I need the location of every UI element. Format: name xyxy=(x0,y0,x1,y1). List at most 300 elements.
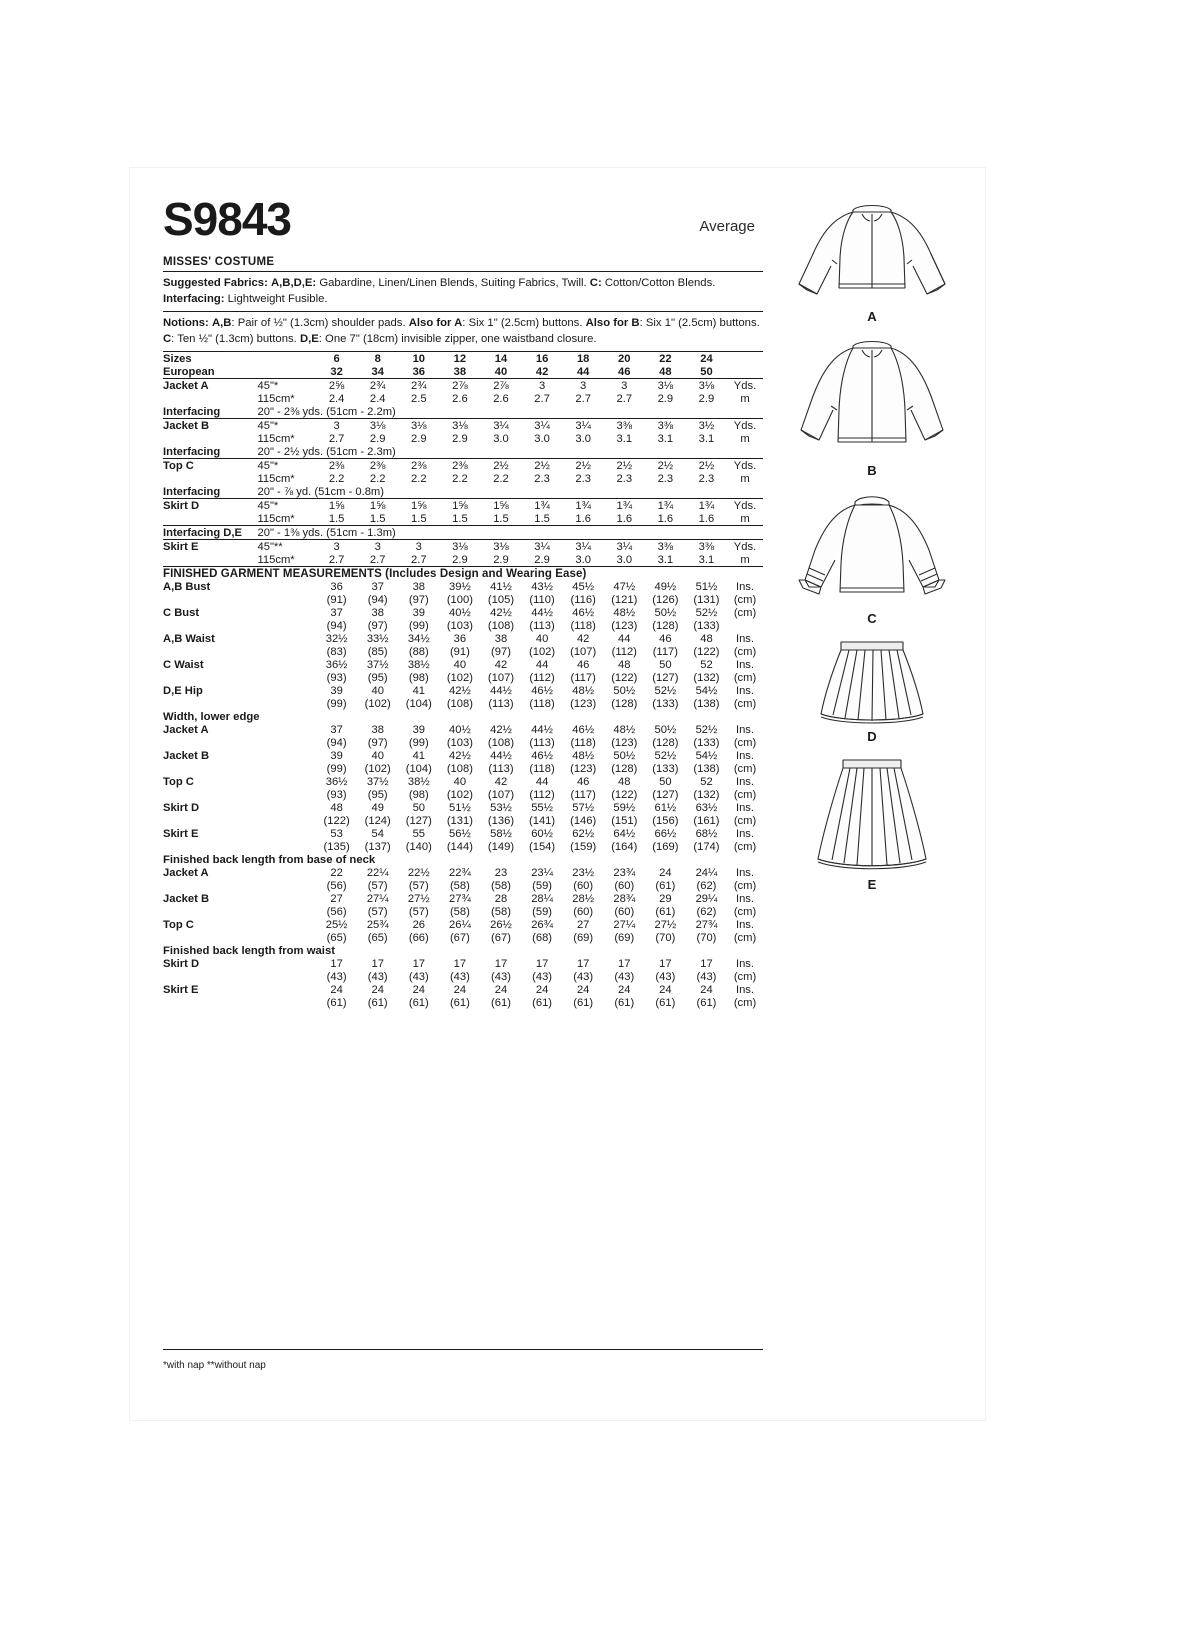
yardage-width-jacket-a-metric: 115cm* xyxy=(257,392,295,405)
yardage-width-jacket-b-imperial: 45"* xyxy=(258,419,317,433)
g3r1c7: (61) xyxy=(614,996,635,1009)
g1r4c2: (140) xyxy=(405,840,432,853)
g3r1c1: (61) xyxy=(367,996,388,1009)
g2r1c6: (60) xyxy=(573,905,594,918)
g0r1c1: (97) xyxy=(367,619,388,632)
illustration-e xyxy=(772,754,972,892)
g0r3i5: 44 xyxy=(535,658,549,671)
g0r1i1: 38 xyxy=(371,606,384,619)
g0r3i9: 52 xyxy=(700,658,713,671)
yardage-row-skirt-e-imperial xyxy=(163,540,763,554)
g0r3i3: 40 xyxy=(453,658,467,671)
g0r2i6: 42 xyxy=(576,632,590,645)
g0r2i9: 48 xyxy=(700,632,713,645)
fgm-label-ab-bust-cm xyxy=(163,593,258,606)
g1r3c2: (127) xyxy=(405,814,432,827)
sd-m-4: 1.5 xyxy=(493,512,509,525)
g0r4c8: (133) xyxy=(652,697,679,710)
fgm-row-ab-bust-ins xyxy=(163,580,763,593)
g2r0i5: 23¼ xyxy=(531,866,553,879)
fgm-label-skirt-e-backlen: Skirt E xyxy=(163,983,199,996)
yardage-row-top-c-imperial xyxy=(163,459,763,473)
jb-unit-yds: Yds. xyxy=(727,419,763,433)
fgm-pad-0-3 xyxy=(258,658,317,671)
g0r0i3: 39½ xyxy=(449,580,471,593)
yardage-row-top-c-metric xyxy=(163,472,763,485)
size-eu-4: 40 xyxy=(494,365,508,378)
g3r1c8: (61) xyxy=(655,996,676,1009)
g0r1i8: 50½ xyxy=(654,606,677,619)
fgm-label-jacket-a-width: Jacket A xyxy=(163,723,209,736)
ja-m-1: 2.4 xyxy=(369,392,386,405)
g1r4i4: 58½ xyxy=(490,827,512,840)
fgm-pad-1-3c xyxy=(258,814,317,827)
tc-m-8: 2.3 xyxy=(657,472,674,485)
illustration-letter-a: A xyxy=(867,309,877,324)
g0r2c4: (97) xyxy=(491,645,511,658)
g2r0c0: (56) xyxy=(326,879,347,892)
g0r2i7: 44 xyxy=(618,632,631,645)
g0r4c9: (138) xyxy=(693,697,720,710)
g1r4i6: 62½ xyxy=(572,827,595,840)
g0r4c2: (104) xyxy=(405,697,432,710)
pattern-number: S9843 xyxy=(163,193,292,245)
se-i-5: 3¼ xyxy=(522,540,563,554)
g1r2i8: 50 xyxy=(659,775,672,788)
g1r1c6: (123) xyxy=(570,762,597,775)
g0r4i8: 52½ xyxy=(654,684,677,697)
fgm-label-jacket-b-width: Jacket B xyxy=(163,749,210,762)
g0r0c1: (94) xyxy=(367,593,388,606)
g2r0i6: 23½ xyxy=(572,866,595,879)
g2r2i5: 26¾ xyxy=(531,918,553,931)
g0r4c3: (108) xyxy=(446,697,473,710)
tc-i-2: 2⅜ xyxy=(398,459,439,473)
g1r4c4: (149) xyxy=(487,840,515,853)
g1r3c5: (141) xyxy=(529,814,556,827)
g0r2i0: 32½ xyxy=(325,632,348,645)
size-us-8: 22 xyxy=(645,352,686,366)
top-c-icon xyxy=(799,497,945,594)
fgm-label-jacket-a-backlen-cm xyxy=(163,879,258,892)
fgm-pad-1-3 xyxy=(258,801,317,814)
fgm-label-de-hip: D,E Hip xyxy=(163,684,203,697)
g3r0i2: 17 xyxy=(412,957,426,970)
se-i-4: 3⅛ xyxy=(480,540,521,554)
g1r0i7: 48½ xyxy=(613,723,636,736)
g1r2i4: 42 xyxy=(494,775,508,788)
g0r4c6: (123) xyxy=(570,697,597,710)
notions-c-text: : Ten ½" (1.3cm) buttons. xyxy=(171,333,300,346)
illustration-letter-c: C xyxy=(867,611,877,626)
g1r3i1: 49 xyxy=(371,801,384,814)
g3r0i9: 17 xyxy=(700,957,713,970)
ja-i-9: 3⅛ xyxy=(686,379,727,393)
g1r1i1: 40 xyxy=(371,749,384,762)
fgm-pad-0-4 xyxy=(258,684,317,697)
g0r0i0: 36 xyxy=(330,580,343,593)
g1r2c2: (98) xyxy=(408,788,429,801)
g0r0c2: (97) xyxy=(408,593,429,606)
fgm-group-heading-width-lower-edge xyxy=(163,710,763,723)
fgm-row-de-hip-cm xyxy=(163,697,763,710)
g0r0i1: 37 xyxy=(371,580,384,593)
g1r2c4: (107) xyxy=(487,788,515,801)
fgm-label-skirt-e-backlen-cm xyxy=(163,996,258,1009)
g0r3i6: 46 xyxy=(576,658,590,671)
fgm-pad-1-1c xyxy=(258,762,317,775)
g0r0-unit: Ins. xyxy=(735,580,755,593)
fgm-pad-2-1c xyxy=(258,905,317,918)
g1r0c8: (128) xyxy=(652,736,679,749)
g0r3c5: (112) xyxy=(529,671,555,684)
g1r2c1: (95) xyxy=(367,788,388,801)
g2r0i2: 22½ xyxy=(407,866,430,879)
g0r3-unit: Ins. xyxy=(735,658,755,671)
fgm-row-c-waist-cm xyxy=(163,671,763,684)
yardage-width-skirt-d-metric: 115cm* xyxy=(257,512,295,525)
g1r0c2: (99) xyxy=(408,736,429,749)
g1r2i0: 36½ xyxy=(325,775,348,788)
g1r0c4: (108) xyxy=(487,736,515,749)
sizes-unit xyxy=(727,352,763,366)
g2r0c6: (60) xyxy=(573,879,594,892)
european-blank xyxy=(258,365,317,379)
se-m-9: 3.1 xyxy=(698,553,715,566)
ja-m-4: 2.6 xyxy=(493,392,509,405)
g2r2i4: 26½ xyxy=(490,918,512,931)
jb-m-label xyxy=(163,432,258,445)
g3r0c9: (43) xyxy=(696,970,717,983)
interfacing-value-c: 20" - ⅞ yd. (51cm - 0.8m) xyxy=(257,485,384,498)
fgm-row-skirt-d-width-cm xyxy=(163,814,763,827)
fgm-pad-1-4 xyxy=(258,827,317,840)
g1r4-unit-cm: (cm) xyxy=(733,840,757,853)
g1r3i3: 51½ xyxy=(449,801,471,814)
ja-i-2: 2¾ xyxy=(398,379,439,393)
sd-i-8: 1¾ xyxy=(645,499,686,513)
ja-i-8: 3⅛ xyxy=(645,379,686,393)
g0r2c7: (112) xyxy=(611,645,637,658)
g2r1i7: 28¾ xyxy=(613,892,636,905)
g3r1i9: 24 xyxy=(700,983,713,996)
tc-m-3: 2.2 xyxy=(452,472,468,485)
g0r4c1: (102) xyxy=(364,697,391,710)
tc-i-3: 2⅜ xyxy=(439,459,480,473)
se-m-5: 2.9 xyxy=(534,553,550,566)
g0r3i1: 37½ xyxy=(366,658,389,671)
g2r1i2: 27½ xyxy=(407,892,430,905)
g2r1-unit: Ins. xyxy=(735,892,755,905)
g0r1-unit-cm xyxy=(727,619,763,632)
g3r0c3: (43) xyxy=(449,970,470,983)
size-us-2: 10 xyxy=(398,352,439,366)
g1r3i7: 59½ xyxy=(613,801,636,814)
fgm-pad-0-0c xyxy=(258,593,317,606)
size-us-6: 18 xyxy=(563,352,604,366)
g1r1c9: (138) xyxy=(693,762,720,775)
g1r1-unit-cm: (cm) xyxy=(733,762,757,775)
g1r4c5: (154) xyxy=(529,840,556,853)
ja-i-3: 2⅞ xyxy=(439,379,480,393)
g1r0i3: 40½ xyxy=(449,723,471,736)
fgm-pad-1-0c xyxy=(258,736,317,749)
jb-m-7: 3.1 xyxy=(616,432,633,445)
finished-heading-row xyxy=(163,567,763,581)
g0r4i2: 41 xyxy=(412,684,426,697)
g1r2c7: (122) xyxy=(611,788,638,801)
ja-unit-m: m xyxy=(740,392,750,405)
g0r1c7: (123) xyxy=(611,619,638,632)
tc-i-0: 2⅜ xyxy=(316,459,357,473)
g3r0c5: (43) xyxy=(532,970,553,983)
european-unit xyxy=(727,365,763,379)
fgm-row-ab-waist-cm xyxy=(163,645,763,658)
sd-m-2: 1.5 xyxy=(411,512,427,525)
sd-m-0: 1.5 xyxy=(328,512,345,525)
header xyxy=(163,193,763,245)
fgm-group-heading-back-length-neck xyxy=(163,853,763,866)
footer-divider xyxy=(163,1349,763,1350)
suggested-fabrics-label: Suggested Fabrics: xyxy=(163,277,268,289)
finished-measurements-heading: FINISHED GARMENT MEASUREMENTS (Includes Design and Wearing Ease) xyxy=(163,567,763,581)
g3r1i3: 24 xyxy=(453,983,467,996)
fgm-label-top-c-width: Top C xyxy=(163,775,194,788)
sd-m-8: 1.6 xyxy=(657,512,674,525)
g2r2i3: 26¼ xyxy=(449,918,471,931)
jb-unit-m: m xyxy=(740,432,750,445)
fgm-label-top-c-width-cm xyxy=(163,788,258,801)
g1r1i7: 50½ xyxy=(613,749,636,762)
g1r4c1: (137) xyxy=(364,840,391,853)
g0r0c3: (100) xyxy=(446,593,473,606)
tc-i-6: 2½ xyxy=(563,459,604,473)
fgm-label-top-c-backlen-cm xyxy=(163,931,258,944)
g1r2c8: (127) xyxy=(652,788,679,801)
ja-m-2: 2.5 xyxy=(411,392,427,405)
g1r4i9: 68½ xyxy=(695,827,718,840)
fgm-row-c-bust-ins xyxy=(163,606,763,619)
size-us-3: 12 xyxy=(439,352,480,366)
g1r4c8: (169) xyxy=(652,840,679,853)
g2r0i4: 23 xyxy=(494,866,508,879)
sizes-row xyxy=(163,352,763,366)
g2r2c1: (65) xyxy=(367,931,388,944)
yardage-table-body xyxy=(163,352,763,1010)
g1r3i4: 53½ xyxy=(490,801,512,814)
g1r4i1: 54 xyxy=(371,827,384,840)
ja-m-8: 2.9 xyxy=(657,392,674,405)
fgm-pad-3-0 xyxy=(258,957,317,970)
g1r3-unit: Ins. xyxy=(735,801,755,814)
tc-unit-m: m xyxy=(740,472,750,485)
g1r0i1: 38 xyxy=(371,723,384,736)
g0r2c2: (88) xyxy=(408,645,429,658)
fgm-pad-1-4c xyxy=(258,840,317,853)
g2r2i7: 27¼ xyxy=(613,918,636,931)
interfacing-label-a: Interfacing xyxy=(163,405,221,418)
g1r0i9: 52½ xyxy=(695,723,718,736)
g0r1c5: (113) xyxy=(529,619,555,632)
back-length-neck-heading: Finished back length from base of neck xyxy=(163,853,376,866)
g1r3c4: (136) xyxy=(487,814,515,827)
g0r1i4: 42½ xyxy=(490,606,512,619)
g1r0c6: (118) xyxy=(570,736,596,749)
interfacing-row-de xyxy=(163,526,763,540)
fgm-pad-3-0c xyxy=(258,970,317,983)
fgm-row-jacket-a-backlen-ins xyxy=(163,866,763,879)
sd-i-1: 1⅝ xyxy=(357,499,398,513)
g1r4i8: 66½ xyxy=(654,827,677,840)
se-m-0: 2.7 xyxy=(328,553,345,566)
size-us-5: 16 xyxy=(522,352,563,366)
g0r4i5: 46½ xyxy=(531,684,553,697)
g1r1c3: (108) xyxy=(446,762,473,775)
g2r2i0: 25½ xyxy=(325,918,348,931)
fgm-row-jacket-b-width-ins xyxy=(163,749,763,762)
ja-m-3: 2.6 xyxy=(452,392,468,405)
fgm-pad-1-0 xyxy=(258,723,317,736)
g1r4i0: 53 xyxy=(330,827,343,840)
jb-m-3: 2.9 xyxy=(452,432,468,445)
g1r3i8: 61½ xyxy=(654,801,677,814)
g1r4-unit: Ins. xyxy=(735,827,755,840)
g2r2c2: (66) xyxy=(408,931,429,944)
tc-m-2: 2.2 xyxy=(411,472,427,485)
fgm-row-ab-bust-cm xyxy=(163,593,763,606)
g0r1c2: (99) xyxy=(408,619,429,632)
g3r1c9: (61) xyxy=(696,996,717,1009)
se-m-1: 2.7 xyxy=(369,553,386,566)
notions-de-text: : One 7" (18cm) invisible zipper, one waistband closure. xyxy=(318,333,597,346)
size-us-4: 14 xyxy=(480,352,521,366)
interfacing-value-de: 20" - 1⅜ yds. (51cm - 1.3m) xyxy=(258,526,763,540)
fgm-row-jacket-a-backlen-cm xyxy=(163,879,763,892)
g1r4i3: 56½ xyxy=(449,827,471,840)
g1r4c0: (135) xyxy=(323,840,350,853)
size-eu-5: 42 xyxy=(535,365,549,378)
fgm-label-c-waist-cm xyxy=(163,671,258,684)
g0r1i3: 40½ xyxy=(449,606,471,619)
g1r4c9: (174) xyxy=(693,840,720,853)
g2r1i5: 28¼ xyxy=(531,892,553,905)
g1r3c1: (124) xyxy=(364,814,391,827)
jb-m-6: 3.0 xyxy=(575,432,591,445)
interfacing-label-de: Interfacing D,E xyxy=(163,526,258,540)
illustration-letter-b: B xyxy=(867,463,877,478)
fgm-group-heading-back-length-waist xyxy=(163,944,763,957)
g2r0i8: 24 xyxy=(659,866,672,879)
se-i-7: 3¼ xyxy=(604,540,645,554)
fgm-label-skirt-d-width-cm xyxy=(163,814,258,827)
fgm-label-jacket-b-backlen-cm xyxy=(163,905,258,918)
tc-m-7: 2.3 xyxy=(616,472,633,485)
size-eu-8: 48 xyxy=(659,365,672,378)
g0r2c5: (102) xyxy=(529,645,556,658)
g2r2c0: (65) xyxy=(326,931,347,944)
tc-m-1: 2.2 xyxy=(369,472,386,485)
tc-m-label xyxy=(163,472,258,485)
sizes-label: Sizes xyxy=(163,352,258,366)
yardage-row-jacket-b-imperial xyxy=(163,419,763,433)
notions-also-b: Also for B xyxy=(585,317,640,330)
yardage-width-skirt-e-imperial: 45"** xyxy=(258,540,317,554)
g2r1c0: (56) xyxy=(326,905,347,918)
g1r3i5: 55½ xyxy=(531,801,553,814)
g1r0-unit-cm: (cm) xyxy=(733,736,757,749)
g1r1c1: (102) xyxy=(364,762,391,775)
fgm-pad-2-1 xyxy=(258,892,317,905)
size-eu-7: 46 xyxy=(618,365,631,378)
g2r0c2: (57) xyxy=(408,879,429,892)
fgm-label-skirt-d-width: Skirt D xyxy=(163,801,200,814)
yardage-width-jacket-b-metric: 115cm* xyxy=(257,432,295,445)
jacket-a-icon xyxy=(799,206,945,295)
notions xyxy=(163,315,763,347)
yardage-label-top-c: Top C xyxy=(163,459,258,473)
g3r0i3: 17 xyxy=(453,957,467,970)
fgm-pad-1-1 xyxy=(258,749,317,762)
g0r1i9: 52½ xyxy=(695,606,718,619)
se-m-6: 3.0 xyxy=(575,553,591,566)
ja-i-1: 2¾ xyxy=(357,379,398,393)
g2r0-unit-cm: (cm) xyxy=(733,879,757,892)
fgm-row-de-hip-ins xyxy=(163,684,763,697)
fgm-label-skirt-d-backlen: Skirt D xyxy=(163,957,200,970)
g2r2-unit-cm: (cm) xyxy=(733,931,757,944)
g0r3i7: 48 xyxy=(618,658,631,671)
g1r2i5: 44 xyxy=(535,775,549,788)
se-m-3: 2.9 xyxy=(452,553,468,566)
g1r2i7: 48 xyxy=(618,775,631,788)
fgm-row-top-c-width-cm xyxy=(163,788,763,801)
fgm-label-jacket-b-width-cm xyxy=(163,762,258,775)
suggested-fabrics-view-c: C: xyxy=(589,277,602,289)
g0r4i9: 54½ xyxy=(695,684,718,697)
sd-m-6: 1.6 xyxy=(575,512,591,525)
g3r1i5: 24 xyxy=(535,983,549,996)
jacket-b-icon xyxy=(801,342,943,443)
g2r1c4: (58) xyxy=(491,905,511,918)
tc-m-6: 2.3 xyxy=(575,472,591,485)
g0r4-unit: Ins. xyxy=(735,684,755,697)
fgm-row-jacket-b-backlen-cm xyxy=(163,905,763,918)
g2r1i1: 27¼ xyxy=(366,892,389,905)
g0r2i2: 34½ xyxy=(407,632,430,645)
yardage-width-jacket-a-imperial: 45"* xyxy=(258,379,317,393)
g2r1c2: (57) xyxy=(408,905,429,918)
skirt-e-icon xyxy=(818,760,926,869)
g2r1i4: 28 xyxy=(494,892,508,905)
fgm-row-skirt-e-width-ins xyxy=(163,827,763,840)
g1r4i5: 60½ xyxy=(531,827,553,840)
g1r1i5: 46½ xyxy=(531,749,553,762)
g2r1i8: 29 xyxy=(659,892,672,905)
g1r3i0: 48 xyxy=(330,801,343,814)
g0r2i4: 38 xyxy=(494,632,508,645)
g0r0i2: 38 xyxy=(412,580,426,593)
g0r3c7: (122) xyxy=(611,671,638,684)
g3r0c7: (43) xyxy=(614,970,635,983)
ja-i-4: 2⅞ xyxy=(480,379,521,393)
g2r0i3: 22¾ xyxy=(449,866,471,879)
g0r1i5: 44½ xyxy=(531,606,553,619)
g2r0i7: 23¾ xyxy=(613,866,636,879)
size-eu-0: 32 xyxy=(330,365,343,378)
yardage-label-skirt-d: Skirt D xyxy=(163,499,258,513)
g1r3i9: 63½ xyxy=(695,801,718,814)
g0r0c0: (91) xyxy=(326,593,347,606)
